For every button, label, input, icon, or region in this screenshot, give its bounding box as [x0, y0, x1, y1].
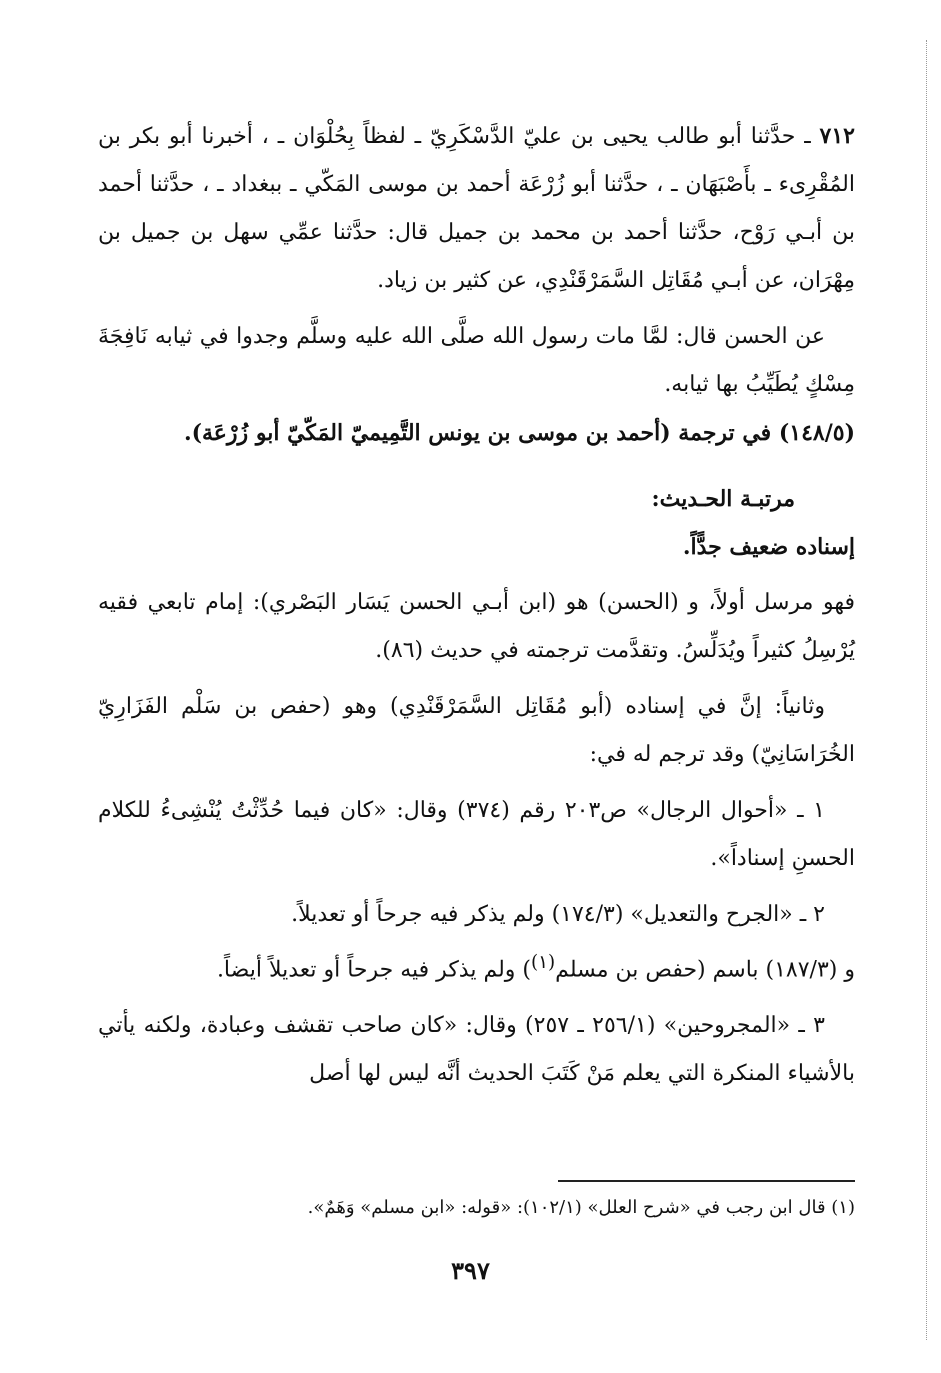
margin-dotted-line	[925, 40, 927, 1340]
grading-paragraph-1: فهو مرسل أولاً، و (الحسن) هو (ابن أبـي الحسن يَسَار البَصْري): إمام تابعي فقيه يُرْسِلُ كثيراً ويُدَلِّسُ. وتقدَّمت ترجمته في حديث (٨٦).	[98, 590, 855, 663]
grading-paragraph-2: وثانياً: إنَّ في إسناده (أبو مُقَاتِل السَّمَرْقَنْدِي) وهو (حفص بن سَلْم الفَزَارِيّ الخُرَاسَانِيّ) وقد ترجم له في:	[98, 694, 855, 767]
hadith-text: عن الحسن قال: لمَّا مات رسول الله صلَّى الله عليه وسلَّم وجدوا في ثيابه نَافِجَةَ مِسْكٍ يُطَيِّبُ بها ثيابه.	[98, 324, 855, 397]
hadith-number: ٧١٢	[819, 123, 855, 149]
hadith-chain-text: حدَّثنا أبو طالب يحيى بن عليّ الدَّسْكَرِيّ ـ لفظاً بِحُلْوَان ـ ، أخبرنا أبو بكر بن المُقْرِىء ـ بأَصْبَهَان ـ ، حدَّثنا أبو زُرْعَة أحمد بن موسى المَكّي ـ ببغداد ـ ، حدَّثنا أحمد بن أبـي رَوْح، حدَّثنا أحمد بن محمد بن جميل قال: حدَّثنا عمِّي سهل بن جميل بن مِهْرَان، عن أبـي مُقَاتِل السَّمَرْقَنْدِي، عن كثير بن زياد.	[98, 124, 855, 293]
grading-heading: مرتبـة الحـديث:	[651, 486, 795, 512]
page-number: ٣٩٧	[451, 1256, 490, 1285]
source-item-2b-pre: و (١٨٧/٣) باسم (حفص بن مسلم	[555, 957, 855, 983]
source-item-3: ٣ ـ «المجروحين» (٢٥٦/١ ـ ٢٥٧) وقال: «كان صاحب تقشف وعبادة، ولكنه يأتي بالأشياء المنكرة التي يعلم مَنْ كَتَبَ الحديث أنَّه ليس لها أصل	[98, 1013, 855, 1087]
hadith-chain: ٧١٢ ـ حدَّثنا أبو طالب يحيى بن عليّ الدَّسْكَرِيّ ـ لفظاً بِحُلْوَان ـ ، أخبرنا أبو بكر بن المُقْرِىء ـ بأَصْبَهَان ـ ، حدَّثنا أبو زُرْعَة أحمد بن موسى المَكّي ـ ببغداد ـ ، حدَّثنا أحمد بن أبـي رَوْح، حدَّثنا أحمد بن محمد بن جميل قال: حدَّثنا عمِّي سهل بن جميل بن مِهْرَان، عن أبـي مُقَاتِل السَّمَرْقَنْدِي، عن كثير بن زياد.	[98, 123, 855, 293]
footnote-marker: (١)	[531, 952, 556, 973]
source-item-2b-post: ) ولم يذكر فيه جرحاً أو تعديلاً أيضاً.	[216, 957, 531, 983]
footnote: (١) قال ابن رجب في «شرح العلل» (١٠٢/١): «قوله: «ابن مسلم» وَهَمٌ».	[307, 1197, 855, 1218]
footnote-rule	[558, 1180, 855, 1182]
source-item-2b	[98, 939, 855, 994]
hadith-reference: (١٤٨/٥) في ترجمة (أحمد بن موسى بن يونس التَّمِيميّ المَكّيّ أبو زُرْعَة).	[183, 420, 855, 446]
source-item-2a: ٢ ـ «الجرح والتعديل» (١٧٤/٣) ولم يذكر فيه جرحاً أو تعديلاً.	[291, 902, 825, 927]
main-text	[98, 112, 855, 1098]
grading-verdict: إسناده ضعيف جدًّاً.	[682, 534, 855, 560]
source-item-1: ١ ـ «أحوال الرجال» ص٢٠٣ رقم (٣٧٤) وقال: «كان فيما حُدِّثْتُ يُنْشِىءُ للكلام الحسنِ إسناداً».	[98, 798, 855, 871]
